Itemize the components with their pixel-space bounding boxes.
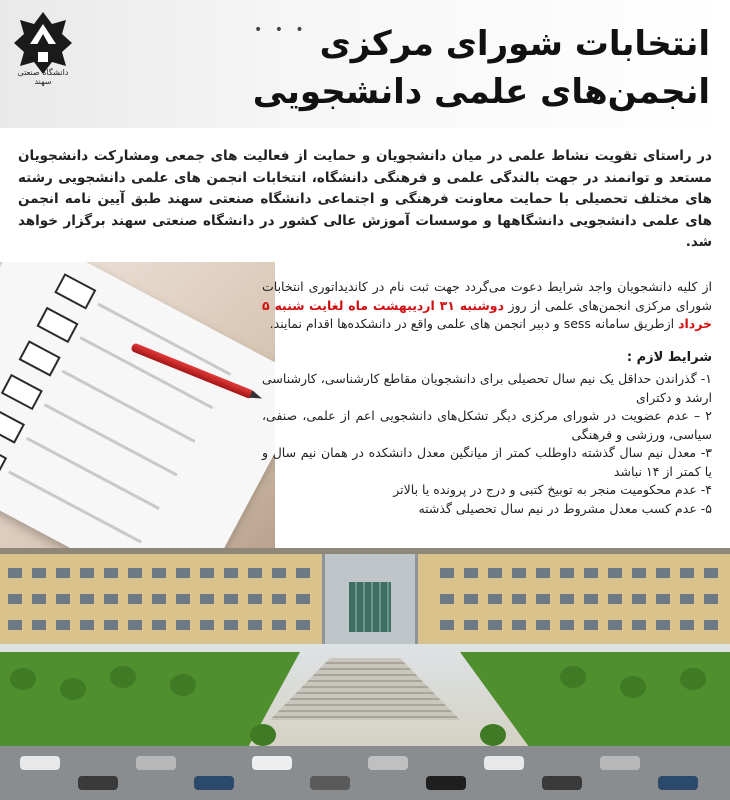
building-window: [536, 594, 550, 604]
building-window: [200, 568, 214, 578]
building-window: [464, 568, 478, 578]
building-window: [560, 568, 574, 578]
building-window: [704, 620, 718, 630]
building-window: [608, 594, 622, 604]
building-window: [656, 620, 670, 630]
car: [658, 776, 698, 790]
building-entrance: [322, 554, 418, 644]
building-window: [200, 620, 214, 630]
tree: [480, 724, 506, 746]
car: [426, 776, 466, 790]
building-window: [152, 568, 166, 578]
logo-caption: دانشگاه صنعتی سهند: [17, 68, 69, 86]
building-window: [704, 568, 718, 578]
tree: [680, 668, 706, 690]
building-window: [224, 620, 238, 630]
building-window: [464, 620, 478, 630]
building-window: [272, 594, 286, 604]
building-window: [80, 568, 94, 578]
building-window: [560, 594, 574, 604]
building-window: [248, 620, 262, 630]
entrance-steps: [270, 658, 460, 720]
car: [194, 776, 234, 790]
building-window: [680, 620, 694, 630]
car: [20, 756, 60, 770]
condition-item: ۱- گذراندن حداقل یک نیم سال تحصیلی برای دانشجویان مقاطع کارشناسی، کارشناسی ارشد و دکترای: [262, 371, 712, 405]
building-window: [56, 620, 70, 630]
building-window: [56, 594, 70, 604]
building-window: [176, 620, 190, 630]
building-window: [176, 568, 190, 578]
building-window: [656, 568, 670, 578]
condition-item: ۲ – عدم عضویت در شورای مرکزی دیگر تشکل‌های دانشجویی اعم از علمی، صنفی، سیاسی، ورزشی و فرهنگی: [262, 408, 712, 442]
building-window: [536, 620, 550, 630]
building-window: [128, 594, 142, 604]
car: [542, 776, 582, 790]
car: [600, 756, 640, 770]
tree: [250, 724, 276, 746]
building-window: [104, 620, 118, 630]
building-window: [704, 594, 718, 604]
building-window: [488, 568, 502, 578]
building-window: [56, 568, 70, 578]
building-window: [464, 594, 478, 604]
car: [78, 776, 118, 790]
tree: [170, 674, 196, 696]
car: [136, 756, 176, 770]
page-title: [190, 20, 710, 116]
building-window: [152, 620, 166, 630]
building-window: [152, 594, 166, 604]
condition-item: ۵- عدم کسب معدل مشروط در نیم سال تحصیلی گذشته: [418, 500, 712, 516]
building-window: [608, 568, 622, 578]
conditions-list: [262, 370, 712, 518]
building-window: [272, 568, 286, 578]
building-window: [440, 620, 454, 630]
campus-photo: [0, 548, 730, 800]
building-window: [440, 594, 454, 604]
building-window: [632, 568, 646, 578]
building-window: [224, 568, 238, 578]
building-window: [32, 620, 46, 630]
registration-start-date: دوشنبه ۳۱ اردیبهشت ماه لغایت: [309, 297, 504, 313]
building-window: [488, 620, 502, 630]
university-logo-icon: [12, 10, 74, 76]
building-window: [104, 594, 118, 604]
building-window: [80, 620, 94, 630]
building-window: [656, 594, 670, 604]
building-window: [440, 568, 454, 578]
tree: [620, 676, 646, 698]
ballot-paper: [0, 262, 275, 562]
call-text-part1: از کلیه دانشجویان واجد شرایط دعوت می‌گردد جهت ثبت نام در کاندیداتوری انتخابات شورای مرکزی انجمن‌های علمی از روز: [262, 279, 712, 313]
building-window: [296, 568, 310, 578]
intro-paragraph: در راستای تقویت نشاط علمی در میان دانشجویان و حمایت از فعالیت های جمعی ومشارکت دانشجویان مستعد و توانمند در جهت بالندگی علمی و فرهنگی دانشگاه، انتخابات انجمن های علمی دانشجویی رشته های مختلف تحصیلی با حمایت معاونت فرهنگی و اجتماعی دانشگاه صنعتی سهند طبق آیین نامه انجمن های علمی دانشجویی دانشگاهها و موسسات آموزش عالی کشور در دانشگاه صنعتی سهند برگزار خواهد شد.: [18, 148, 712, 250]
building-window: [224, 594, 238, 604]
title-line-1: انتخابات شورای مرکزی: [319, 24, 710, 64]
building-window: [128, 568, 142, 578]
building-window: [584, 620, 598, 630]
car: [484, 756, 524, 770]
building-window: [32, 568, 46, 578]
tree: [10, 668, 36, 690]
building-window: [512, 568, 526, 578]
call-text-part2: ازطریق سامانه sess و دبیر انجمن های علمی واقع در دانشکده‌ها اقدام نمایند.: [269, 316, 679, 331]
building-window: [536, 568, 550, 578]
building-window: [608, 620, 622, 630]
building-window: [8, 568, 22, 578]
building-window: [584, 594, 598, 604]
building-window: [488, 594, 502, 604]
building-window: [32, 594, 46, 604]
title-line-2: انجمن‌های علمی دانشجویی: [252, 72, 710, 112]
building-window: [632, 594, 646, 604]
road: [0, 746, 730, 800]
condition-item: ۴- عدم محکومیت منجر به توبیخ کتبی و درج در پرونده یا بالاتر: [393, 482, 712, 497]
building-window: [680, 594, 694, 604]
registration-end-date: شنبه ۵ خرداد: [262, 297, 712, 331]
car: [368, 756, 408, 770]
building-window: [296, 594, 310, 604]
condition-item: ۳- معدل نیم سال گذشته داوطلب کمتر از میانگین معدل دانشکده در همان نیم سال و یا کمتر از ۱۴ نباشد: [262, 445, 712, 479]
building-window: [512, 620, 526, 630]
car: [310, 776, 350, 790]
header-banner: [0, 0, 730, 128]
building-window: [8, 620, 22, 630]
building-window: [248, 568, 262, 578]
building-window: [272, 620, 286, 630]
tree: [560, 666, 586, 688]
building-window: [128, 620, 142, 630]
building-window: [104, 568, 118, 578]
ballot-illustration: [0, 262, 275, 562]
building-window: [512, 594, 526, 604]
car: [252, 756, 292, 770]
building-window: [8, 594, 22, 604]
building-window: [560, 620, 574, 630]
conditions-title: شرایط لازم :: [626, 350, 712, 365]
building-window: [632, 620, 646, 630]
building-window: [248, 594, 262, 604]
building-window: [680, 568, 694, 578]
building-window: [584, 568, 598, 578]
call-paragraph: [262, 278, 712, 334]
building-window: [296, 620, 310, 630]
decorative-dots: • • •: [254, 22, 308, 38]
tree: [110, 666, 136, 688]
building-window: [80, 594, 94, 604]
building-window: [200, 594, 214, 604]
tree: [60, 678, 86, 700]
building-window: [176, 594, 190, 604]
